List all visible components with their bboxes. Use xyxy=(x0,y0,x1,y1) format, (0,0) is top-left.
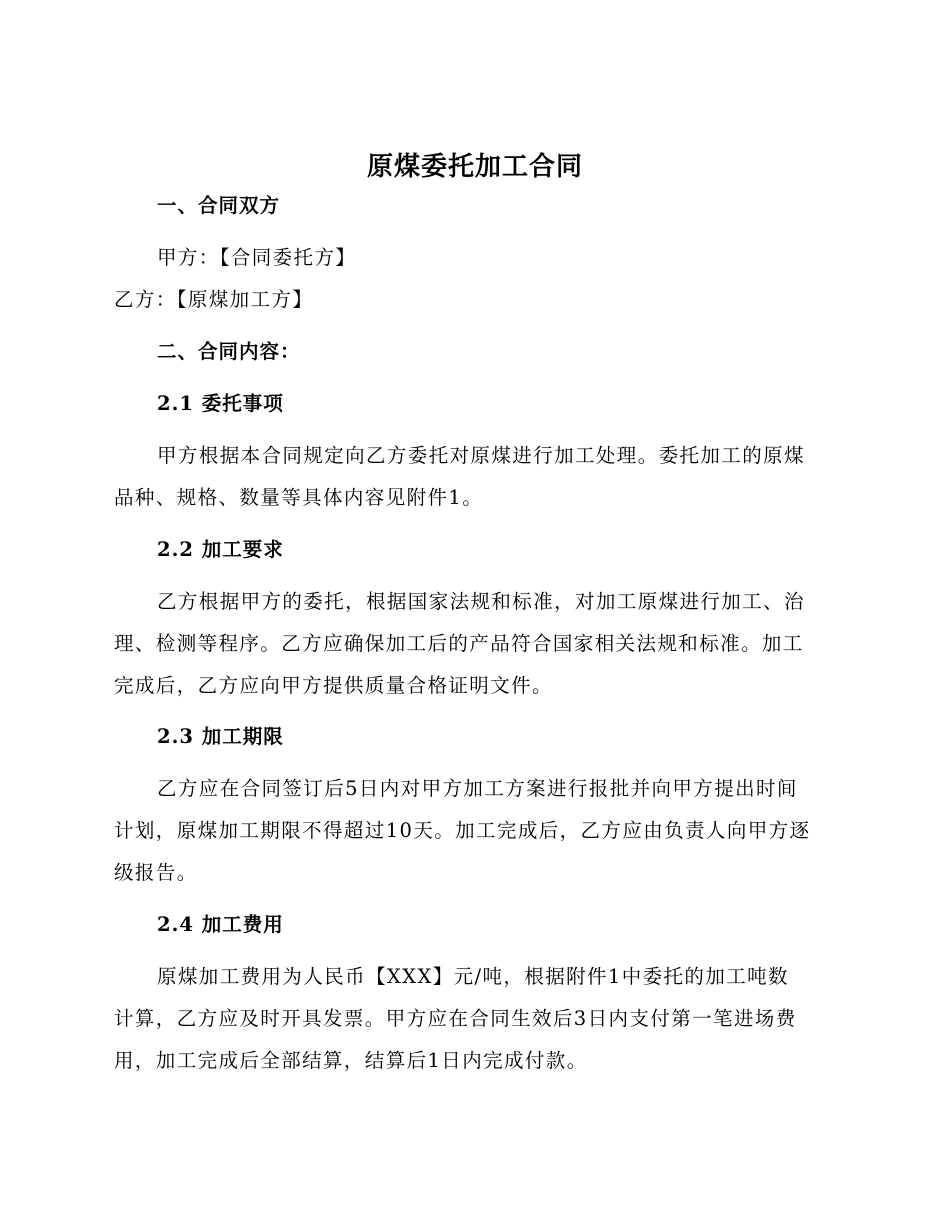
paragraph-line: 原煤加工费用为人民币【XXX】元/吨，根据附件1中委托的加工吨数 xyxy=(157,965,789,988)
clause-heading: 2.1 委托事项 xyxy=(157,392,284,415)
section-heading-content: 二、合同内容： xyxy=(157,340,301,363)
section-heading-parties: 一、合同双方 xyxy=(157,194,281,217)
paragraph-line: 计算，乙方应及时开具发票。甲方应在合同生效后3日内支付第一笔进场费 xyxy=(114,1007,797,1030)
document-title: 原煤委托加工合同 xyxy=(366,152,583,182)
clause-heading: 2.4 加工费用 xyxy=(157,913,284,936)
paragraph-line: 用，加工完成后全部结算，结算后1日内完成付款。 xyxy=(114,1049,588,1072)
paragraph-line: 品种、规格、数量等具体内容见附件1。 xyxy=(114,486,484,509)
paragraph-line: 级报告。 xyxy=(114,861,198,884)
paragraph-line: 完成后，乙方应向甲方提供质量合格证明文件。 xyxy=(114,674,553,697)
paragraph-line: 甲方根据本合同规定向乙方委托对原煤进行加工处理。委托加工的原煤 xyxy=(157,444,805,467)
clause-heading: 2.2 加工要求 xyxy=(157,538,284,561)
paragraph-line: 乙方应在合同签订后5日内对甲方加工方案进行报批并向甲方提出时间 xyxy=(157,777,798,800)
party-b-line: 乙方：【原煤加工方】 xyxy=(114,288,314,311)
paragraph-line: 理、检测等程序。乙方应确保加工后的产品符合国家相关法规和标准。加工 xyxy=(114,632,804,655)
paragraph-line: 乙方根据甲方的委托，根据国家法规和标准，对加工原煤进行加工、治 xyxy=(157,590,805,613)
party-a-line: 甲方：【合同委托方】 xyxy=(157,246,357,269)
paragraph-line: 计划，原煤加工期限不得超过10天。加工完成后，乙方应由负责人向甲方逐 xyxy=(114,819,811,842)
clause-heading: 2.3 加工期限 xyxy=(157,725,284,748)
